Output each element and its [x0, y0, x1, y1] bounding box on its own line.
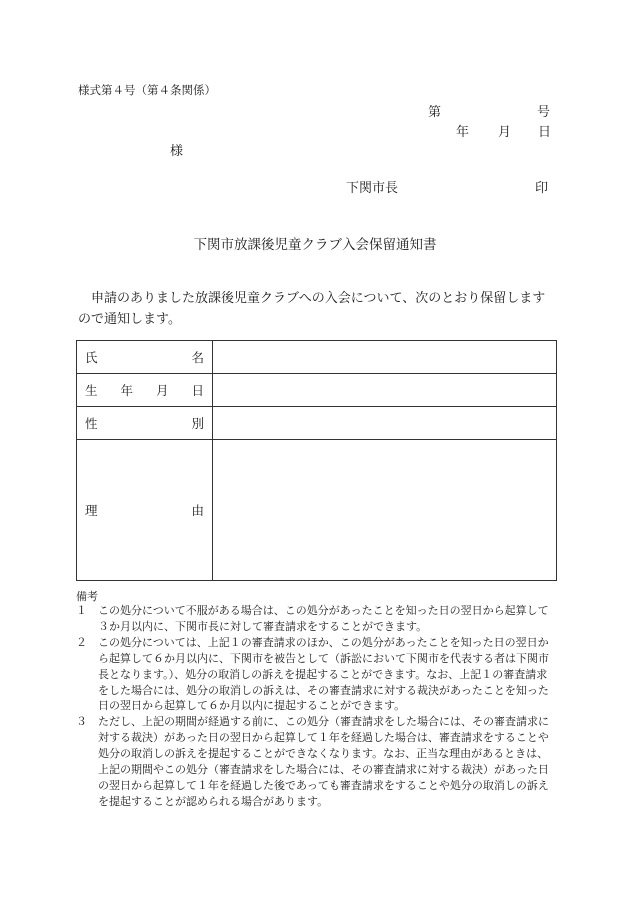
addressee-suffix: 様 [170, 144, 184, 159]
note-text: この処分については、上記１の審査請求のほか、この処分があったことを知った日の翌日から起算して６か月以内に、下関市を被告として（訴訟において下関市を代表する者は下関市長となります。）、処分の取消しの訴えを提起することができます。なお、上記１の審査請求をした場合には、処分の取消しの訴えは、その審査請求に対する裁決があったことを知った日の翌日から起算して６か月以内に提起することができます。 [98, 635, 549, 713]
sex-value [213, 407, 557, 440]
sex-label [77, 407, 213, 440]
list-item [76, 714, 556, 809]
date-year-label: 年 [456, 125, 470, 140]
document-number-prefix: 第 [428, 105, 442, 120]
birthdate-value [213, 374, 557, 407]
sex-label-char: 別 [191, 416, 204, 431]
reason-value [213, 440, 557, 581]
name-label-char: 名 [191, 350, 204, 365]
birthdate-label-char: 生 [85, 383, 98, 398]
list-item [76, 635, 556, 715]
name-label-char: 氏 [85, 350, 98, 365]
table-row-name [77, 341, 557, 374]
note-text: この処分について不服がある場合は、この処分があったことを知った日の翌日から起算して３か月以内に、下関市長に対して審査請求をすることができます。 [98, 604, 549, 633]
table-row-sex [77, 407, 557, 440]
note-number: ３ [76, 715, 87, 729]
reason-label [77, 440, 213, 581]
notes-list [76, 603, 556, 810]
list-item [76, 603, 556, 635]
date-month-label: 月 [498, 125, 512, 140]
birthdate-label-char: 日 [191, 383, 204, 398]
intro-paragraph: 申請のありました放課後児童クラブへの入会について、次のとおり保留しますので通知します。 [78, 291, 546, 327]
table-row-reason [77, 440, 557, 581]
notes-heading: 備考 [76, 590, 98, 603]
name-value [213, 341, 557, 374]
sender-name: 下関市長 [346, 181, 399, 196]
date-day-label: 日 [538, 125, 552, 140]
birthdate-label [77, 374, 213, 407]
form-number: 様式第４号（第４条関係） [78, 83, 216, 97]
name-label [77, 341, 213, 374]
birthdate-label-char: 年 [120, 383, 133, 398]
reason-label-char: 由 [191, 503, 204, 518]
note-number: ２ [76, 635, 87, 649]
note-text: ただし、上記の期間が経過する前に、この処分（審査請求をした場合には、その審査請求に対する裁決）があった日の翌日から起算して１年を経過した場合は、審査請求をすることや処分の取消しの訴えを提起することができなくなります。なお、正当な理由があるときは、上記の期間やこの処分（審査請求をした場合には、その審査請求に対する裁決）があった日の翌日から起算して１年を経過した後であっても審査請求をすることや処分の取消しの訴えを提起することが認められる場合があります。 [98, 715, 549, 808]
table-row-birth [77, 374, 557, 407]
sex-label-char: 性 [85, 416, 98, 431]
document-number-suffix: 号 [537, 105, 551, 120]
seal-mark: 印 [535, 181, 549, 196]
reason-label-char: 理 [85, 503, 98, 518]
birthdate-label-char: 月 [155, 383, 169, 398]
note-number: １ [76, 604, 87, 617]
document-title: 下関市放課後児童クラブ入会保留通知書 [193, 237, 437, 253]
info-table [76, 340, 557, 581]
